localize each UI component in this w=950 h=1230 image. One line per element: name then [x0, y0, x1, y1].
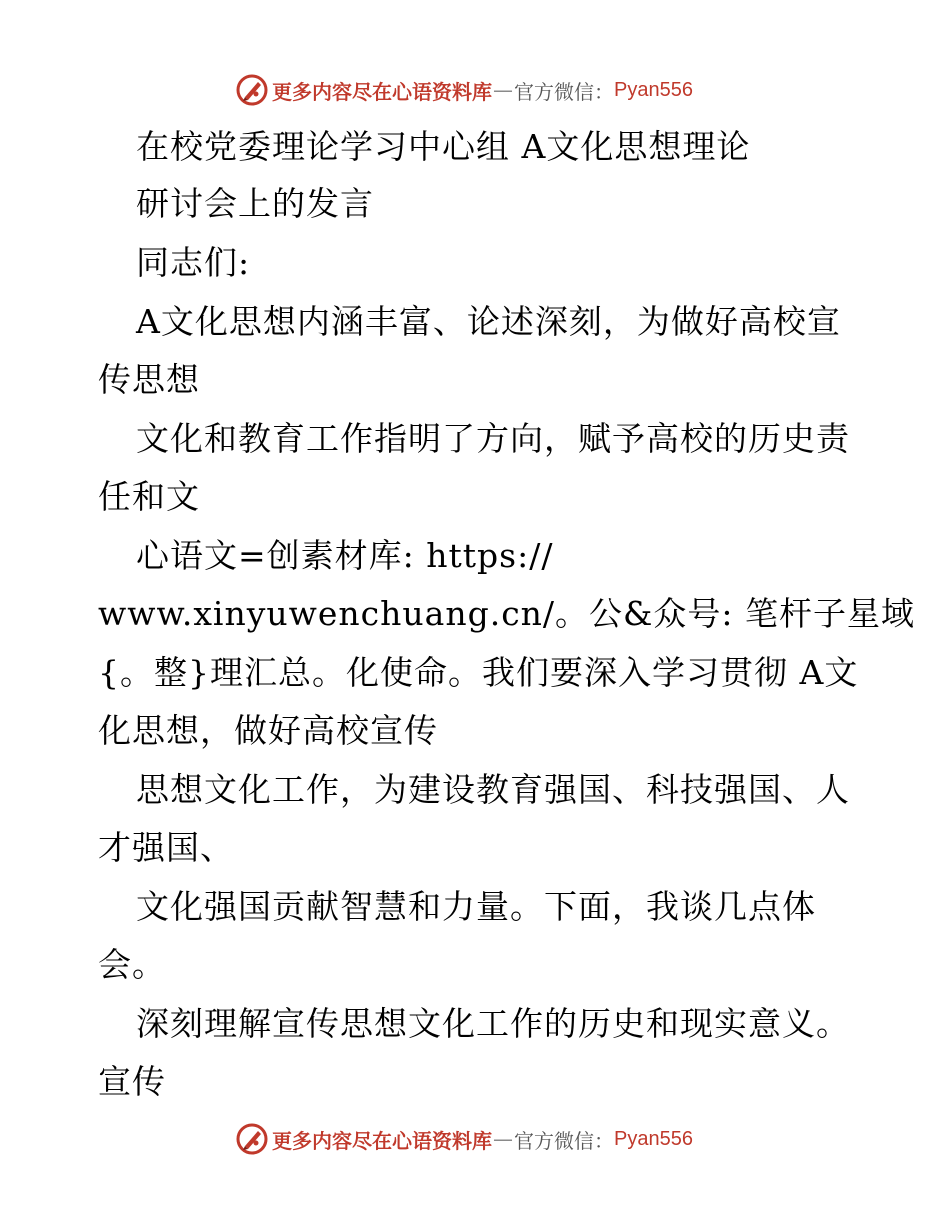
- doc-line: 文化强国贡献智慧和力量。下面，我谈几点体: [136, 887, 816, 926]
- doc-line: 任和文: [98, 477, 200, 516]
- doc-line: 化思想，做好高校宣传: [98, 711, 438, 750]
- doc-line: 心语文=创素材库: https://: [136, 536, 554, 575]
- doc-line: 思想文化工作，为建设教育强国、科技强国、人: [136, 770, 850, 809]
- doc-line: 才强国、: [98, 828, 234, 867]
- doc-line: 传思想: [98, 360, 200, 399]
- doc-line: 在校党委理论学习中心组 A文化思想理论: [136, 127, 751, 166]
- doc-line: 文化和教育工作指明了方向，赋予高校的历史责: [136, 419, 850, 458]
- banner-separator: —: [493, 1127, 513, 1151]
- pen-logo-icon: [236, 1123, 268, 1155]
- doc-line: A文化思想内涵丰富、论述深刻，为做好高校宣: [136, 302, 841, 341]
- doc-line: 宣传: [98, 1062, 166, 1101]
- doc-line: www.xinyuwenchuang.cn/。公&众号: 笔杆子星域: [98, 594, 916, 633]
- banner-wechat-id: Pyan556: [614, 78, 693, 101]
- banner-separator: —: [493, 78, 513, 102]
- banner-text: 更多内容尽在心语资料库: [272, 79, 492, 104]
- doc-line: 会。: [98, 945, 166, 984]
- pen-logo-icon: [236, 74, 268, 106]
- doc-line: 同志们:: [136, 243, 251, 282]
- doc-line: {。整}理汇总。化使命。我们要深入学习贯彻 A文: [98, 653, 859, 692]
- doc-line: 研讨会上的发言: [136, 184, 374, 223]
- banner-text: 更多内容尽在心语资料库: [272, 1128, 492, 1153]
- doc-line: 深刻理解宣传思想文化工作的历史和现实意义。: [136, 1004, 850, 1043]
- header-banner: [236, 73, 693, 107]
- banner-wechat-label: 官方微信：: [514, 79, 614, 104]
- footer-banner: [236, 1122, 693, 1156]
- banner-wechat-label: 官方微信：: [514, 1128, 614, 1153]
- banner-wechat-id: Pyan556: [614, 1127, 693, 1150]
